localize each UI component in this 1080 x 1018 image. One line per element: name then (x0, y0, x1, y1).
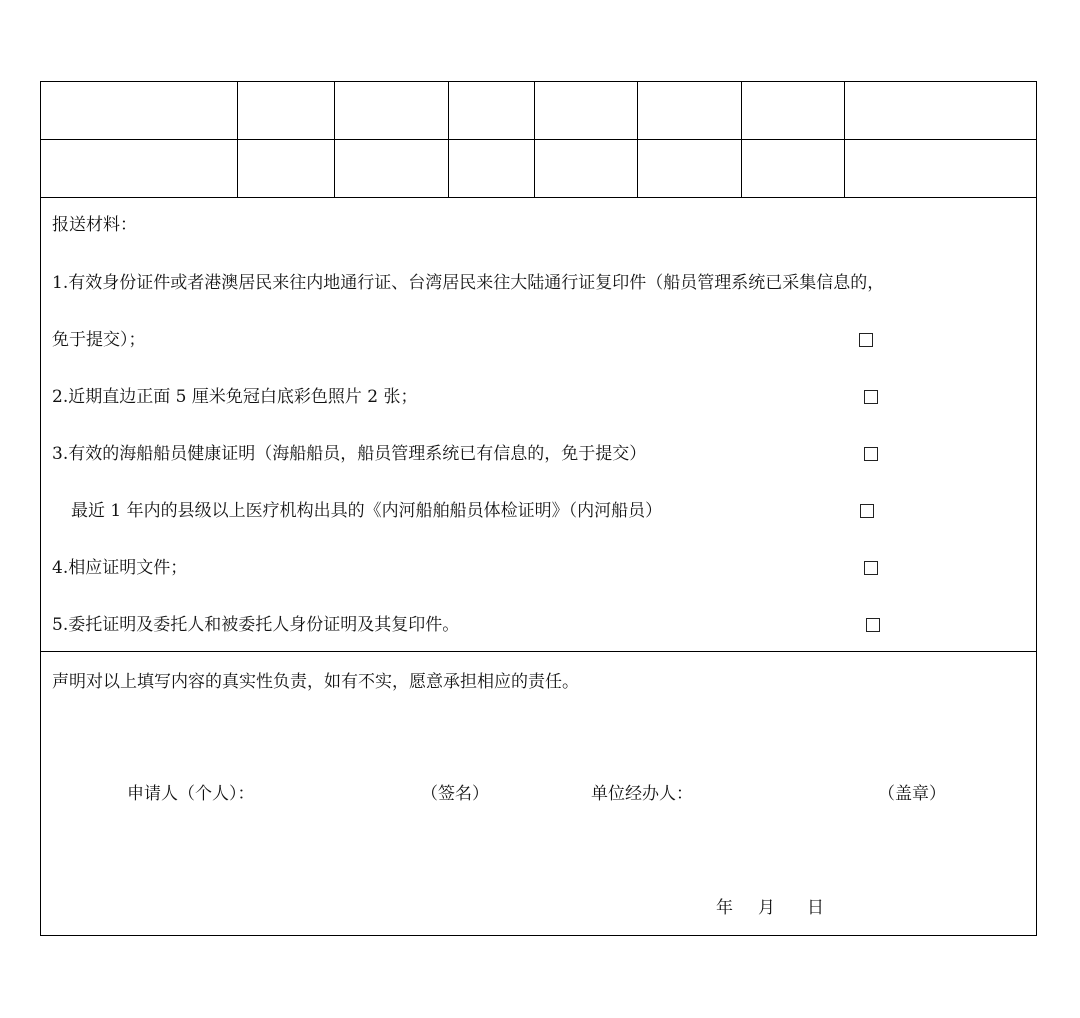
materials-heading: 报送材料： (52, 215, 137, 235)
table-cell[interactable] (535, 140, 638, 197)
table-row (41, 82, 1036, 140)
date-month-label: 月 (758, 898, 775, 918)
material-item-1-line-2: 免于提交）； (52, 330, 146, 350)
table-cell[interactable] (449, 82, 535, 139)
material-item-4: 4.相应证明文件； (52, 558, 188, 578)
material-item-2-checkbox[interactable] (864, 390, 878, 404)
material-item-2: 2.近期直边正面 5 厘米免冠白底彩色照片 2 张； (52, 387, 418, 407)
table-cell[interactable] (335, 140, 449, 197)
table-cell[interactable] (41, 82, 238, 139)
material-item-3-alt-checkbox[interactable] (860, 504, 874, 518)
table-cell[interactable] (638, 140, 742, 197)
material-item-1-line-1: 1.有效身份证件或者港澳居民来往内地通行证、台湾居民来往大陆通行证复印件（船员管理系统已采集信息的， (52, 273, 885, 293)
signature-label: （签名） (421, 784, 489, 804)
material-item-4-checkbox[interactable] (864, 561, 878, 575)
table-cell[interactable] (638, 82, 742, 139)
table-cell[interactable] (845, 82, 1036, 139)
date-day-label: 日 (807, 898, 824, 918)
table-cell[interactable] (742, 140, 846, 197)
material-item-5-checkbox[interactable] (866, 618, 880, 632)
table-cell[interactable] (742, 82, 846, 139)
table-cell[interactable] (41, 140, 238, 197)
material-item-1-checkbox[interactable] (859, 333, 873, 347)
agent-label: 单位经办人： (591, 784, 693, 804)
date-year-label: 年 (716, 898, 733, 918)
material-item-3: 3.有效的海船船员健康证明（海船船员，船员管理系统已有信息的，免于提交） (52, 444, 647, 464)
table-cell[interactable] (238, 82, 336, 139)
material-item-3-checkbox[interactable] (864, 447, 878, 461)
declaration-section (41, 652, 1036, 935)
materials-section (41, 198, 1036, 652)
table-cell[interactable] (845, 140, 1036, 197)
seal-label: （盖章） (878, 784, 946, 804)
material-item-3-alt: 最近 1 年内的县级以上医疗机构出具的《内河船舶船员体检证明》（内河船员） (71, 501, 663, 521)
table-cell[interactable] (335, 82, 449, 139)
application-form (40, 81, 1037, 936)
material-item-5: 5.委托证明及委托人和被委托人身份证明及其复印件。 (52, 615, 460, 635)
declaration-statement: 声明对以上填写内容的真实性负责，如有不实，愿意承担相应的责任。 (52, 672, 579, 692)
applicant-label: 申请人（个人）： (127, 784, 255, 804)
table-cell[interactable] (449, 140, 535, 197)
table-row (41, 140, 1036, 198)
table-cell[interactable] (238, 140, 336, 197)
table-cell[interactable] (535, 82, 638, 139)
